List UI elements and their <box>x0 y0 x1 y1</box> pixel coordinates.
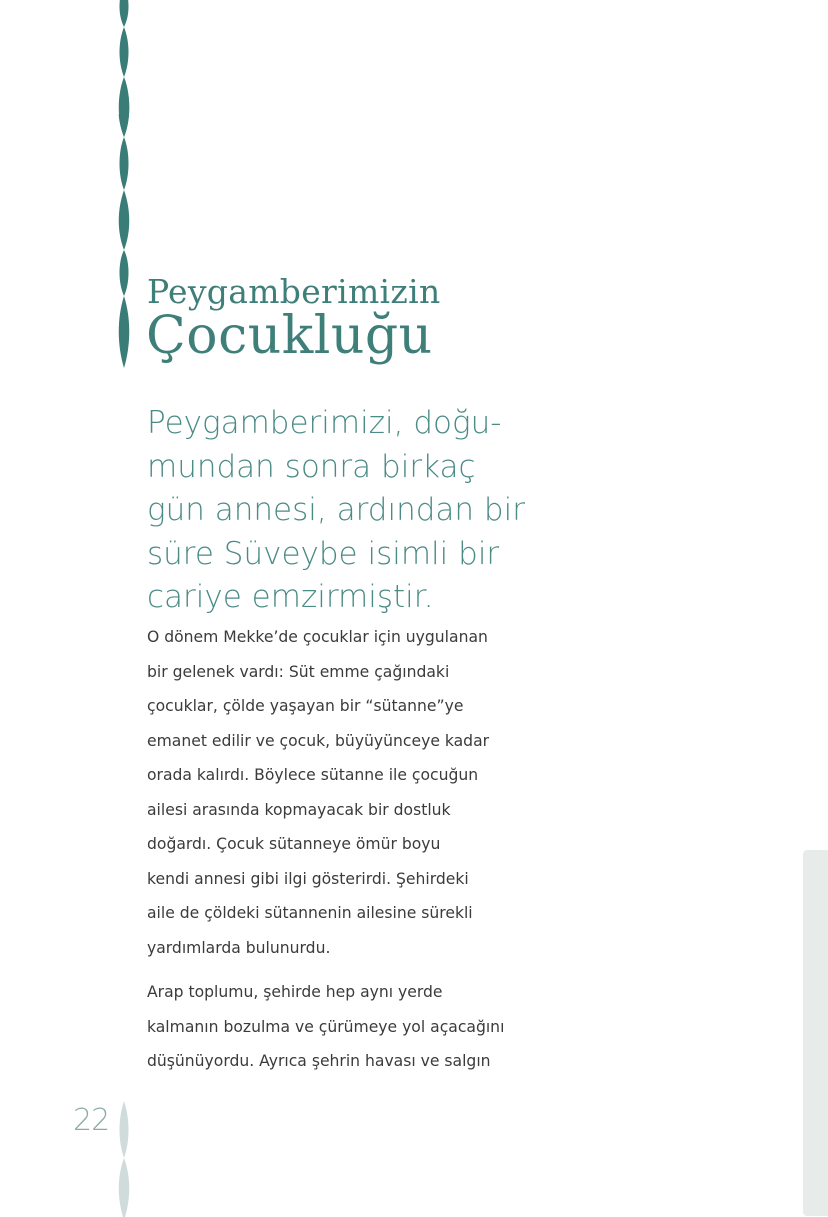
decorative-vine-bottom-icon <box>0 1095 140 1217</box>
body-line: düşünüyordu. Ayrıca şehrin havası ve salgın <box>147 1052 491 1070</box>
title-line-2: Çocukluğu <box>146 306 433 366</box>
body-line: ailesi arasında kopmayacak bir dostluk <box>147 800 451 819</box>
title-line-1: Peygamberimizin <box>147 272 441 311</box>
lead-line: gün annesi, ardından bir <box>147 492 525 528</box>
body-line: Arap toplumu, şehirde hep aynı yerde <box>147 983 443 1001</box>
body-line: bir gelenek vardı: Süt emme çağındaki <box>147 662 450 681</box>
body-line: kendi annesi gibi ilgi gösterirdi. Şehirdeki <box>147 869 469 888</box>
body-line: çocuklar, çölde yaşayan bir “sütanne”ye <box>147 697 464 715</box>
side-scroll-tab <box>803 850 828 1216</box>
body-line: emanet edilir ve çocuk, büyüyünceye kadar <box>147 731 490 750</box>
page-number: 22 <box>73 1103 110 1138</box>
body-paragraph-1 <box>147 620 547 965</box>
body-paragraph-2 <box>147 975 547 1079</box>
body-line: doğardı. Çocuk sütanneye ömür boyu <box>147 835 441 853</box>
lead-line: Peygamberimizi, doğu- <box>147 405 502 441</box>
body-line: yardımlarda bulunurdu. <box>147 938 331 957</box>
lead-line: cariye emzirmiştir. <box>147 579 434 615</box>
lead-paragraph <box>147 402 547 620</box>
body-line: kalmanın bozulma ve çürümeye yol açacağını <box>147 1017 505 1036</box>
lead-line: mundan sonra birkaç <box>147 448 476 485</box>
decorative-vine-top-icon <box>0 0 140 380</box>
body-line: O dönem Mekke’de çocuklar için uygulanan <box>147 628 488 646</box>
lead-line: süre Süveybe isimli bir <box>147 535 500 572</box>
body-line: aile de çöldeki sütannenin ailesine sürekli <box>147 904 473 922</box>
body-line: orada kalırdı. Böylece sütanne ile çocuğun <box>147 766 479 784</box>
